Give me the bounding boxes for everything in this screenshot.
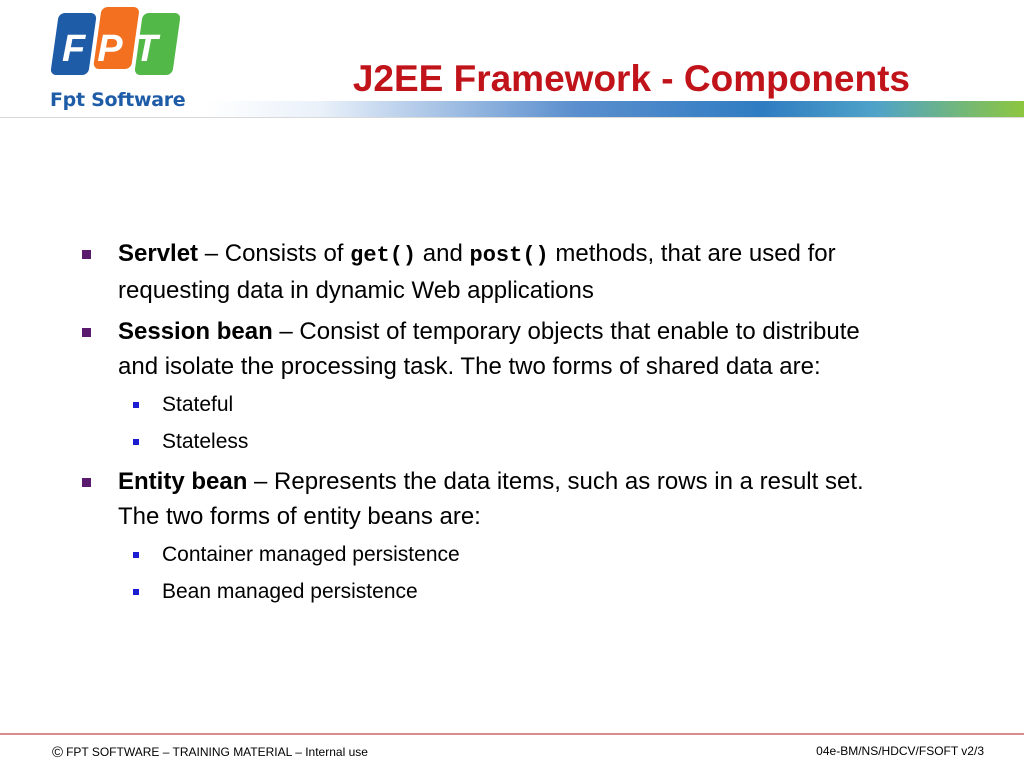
square-bullet-icon <box>82 250 91 259</box>
square-bullet-icon <box>82 478 91 487</box>
copyright-icon: © <box>52 744 64 761</box>
list-item-entity-bean <box>76 464 886 534</box>
small-square-bullet-icon <box>133 552 139 558</box>
term-servlet: Servlet <box>118 240 199 267</box>
footer-doc-code: 04e-BM/NS/HDCV/FSOFT v2/3 <box>816 744 984 758</box>
sub-item-label: Stateful <box>162 393 234 416</box>
slide-title: J2EE Framework - Components <box>352 58 910 99</box>
square-bullet-icon <box>82 328 91 337</box>
sub-item-label: Bean managed persistence <box>162 580 418 603</box>
small-square-bullet-icon <box>133 439 139 445</box>
footer-left-text: FPT SOFTWARE – TRAINING MATERIAL – Internal use <box>66 745 368 759</box>
footer-divider <box>0 733 1024 735</box>
code-post: post() <box>469 243 549 268</box>
servlet-text-a: – Consists of <box>198 240 351 267</box>
servlet-text-c: methods, that are used for requesting data in dynamic Web applications <box>118 240 836 304</box>
entity-bean-sublist <box>76 540 886 607</box>
servlet-text-b: and <box>416 240 470 267</box>
small-square-bullet-icon <box>133 402 139 408</box>
footer-copyright <box>52 744 368 761</box>
fpt-logo <box>50 5 186 117</box>
sub-item-bean-managed <box>76 577 886 607</box>
header-gradient-bar <box>205 101 1024 117</box>
sub-item-container-managed <box>76 540 886 570</box>
logo-letters: FPT <box>62 28 170 70</box>
bullet-list <box>76 236 886 614</box>
sub-item-label: Container managed persistence <box>162 543 460 566</box>
session-bean-text: – Consist of temporary objects that enable to distribute and isolate the processing task. The two forms of shared data are: <box>118 318 860 380</box>
entity-bean-text: – Represents the data items, such as rows in a result set. The two forms of entity beans are: <box>118 468 864 530</box>
list-item-session-bean <box>76 314 886 384</box>
session-bean-sublist <box>76 390 886 457</box>
code-get: get() <box>350 243 417 268</box>
header-divider <box>0 117 1024 118</box>
sub-item-stateless <box>76 427 886 457</box>
term-session-bean: Session bean <box>118 318 273 345</box>
fpt-logo-icon <box>50 5 180 85</box>
small-square-bullet-icon <box>133 589 139 595</box>
term-entity-bean: Entity bean <box>118 468 248 495</box>
sub-item-label: Stateless <box>162 430 249 453</box>
list-item-servlet <box>76 236 886 308</box>
sub-item-stateful <box>76 390 886 420</box>
logo-caption: Fpt Software <box>50 89 186 111</box>
